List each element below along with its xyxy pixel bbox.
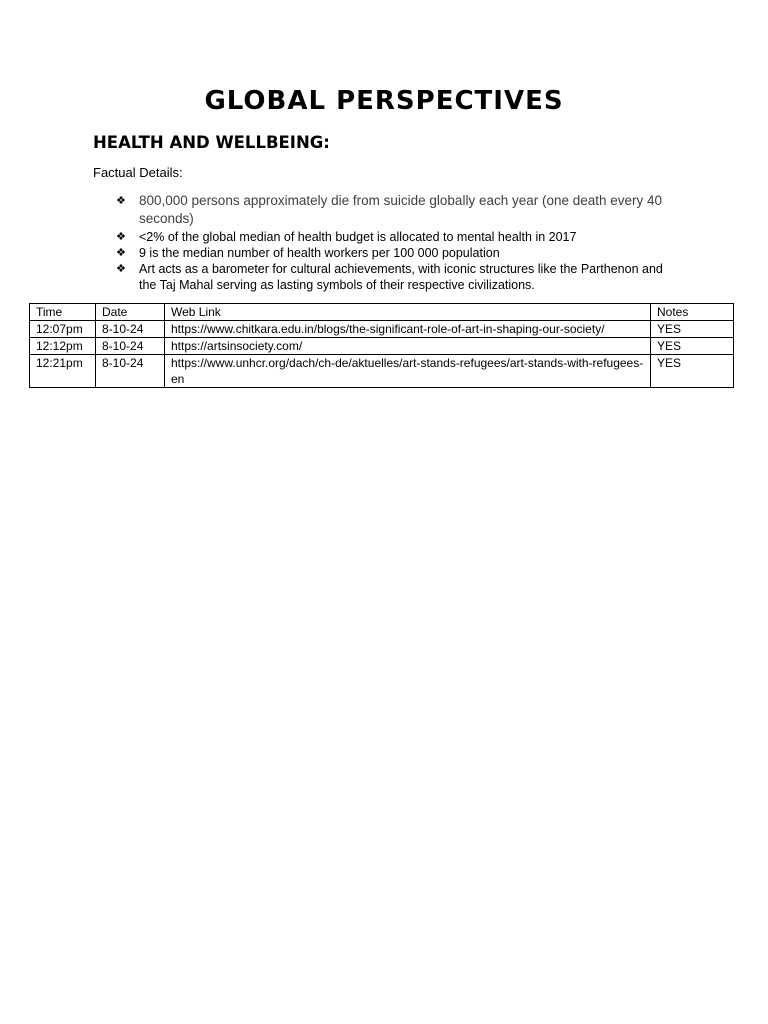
time-cell: 12:12pm (30, 338, 96, 355)
diamond-bullet-icon: ❖ (116, 195, 126, 207)
date-cell: 8-10-24 (96, 321, 165, 338)
list-item-text: <2% of the global median of health budget is allocated to mental health in 2017 (139, 230, 577, 244)
date-cell: 8-10-24 (96, 355, 165, 388)
list-item (116, 245, 676, 261)
notes-cell: YES (651, 338, 734, 355)
table-row (30, 321, 734, 338)
table-row (30, 355, 734, 388)
time-cell: 12:07pm (30, 321, 96, 338)
table-row (30, 338, 734, 355)
web-link-cell: https://artsinsociety.com/ (165, 338, 651, 355)
list-item (116, 192, 676, 228)
table-header-row (30, 304, 734, 321)
time-cell: 12:21pm (30, 355, 96, 388)
list-item (116, 261, 676, 293)
sources-table (29, 303, 734, 388)
list-item (116, 229, 676, 245)
list-item-text: 9 is the median number of health workers per 100 000 population (139, 246, 500, 260)
section-heading: HEALTH AND WELLBEING: (93, 133, 330, 152)
section-subheading: Factual Details: (93, 165, 183, 180)
notes-cell: YES (651, 355, 734, 388)
diamond-bullet-icon: ❖ (116, 263, 126, 275)
date-cell: 8-10-24 (96, 338, 165, 355)
notes-cell: YES (651, 321, 734, 338)
page-title: GLOBAL PERSPECTIVES (204, 86, 564, 116)
web-link-cell: https://www.chitkara.edu.in/blogs/the-significant-role-of-art-in-shaping-our-society/ (165, 321, 651, 338)
column-header-time: Time (30, 304, 96, 321)
column-header-web-link: Web Link (165, 304, 651, 321)
web-link-cell: https://www.unhcr.org/dach/ch-de/aktuelles/art-stands-refugees/art-stands-with-refugees-en (165, 355, 651, 388)
factual-details-list (116, 192, 676, 293)
diamond-bullet-icon: ❖ (116, 231, 126, 243)
list-item-text: Art acts as a barometer for cultural achievements, with iconic structures like the Parthenon and the Taj Mahal serving as lasting symbols of their respective civilizations. (139, 262, 663, 292)
column-header-date: Date (96, 304, 165, 321)
list-item-text: 800,000 persons approximately die from suicide globally each year (one death every 40 seconds) (139, 193, 663, 226)
diamond-bullet-icon: ❖ (116, 247, 126, 259)
column-header-notes: Notes (651, 304, 734, 321)
